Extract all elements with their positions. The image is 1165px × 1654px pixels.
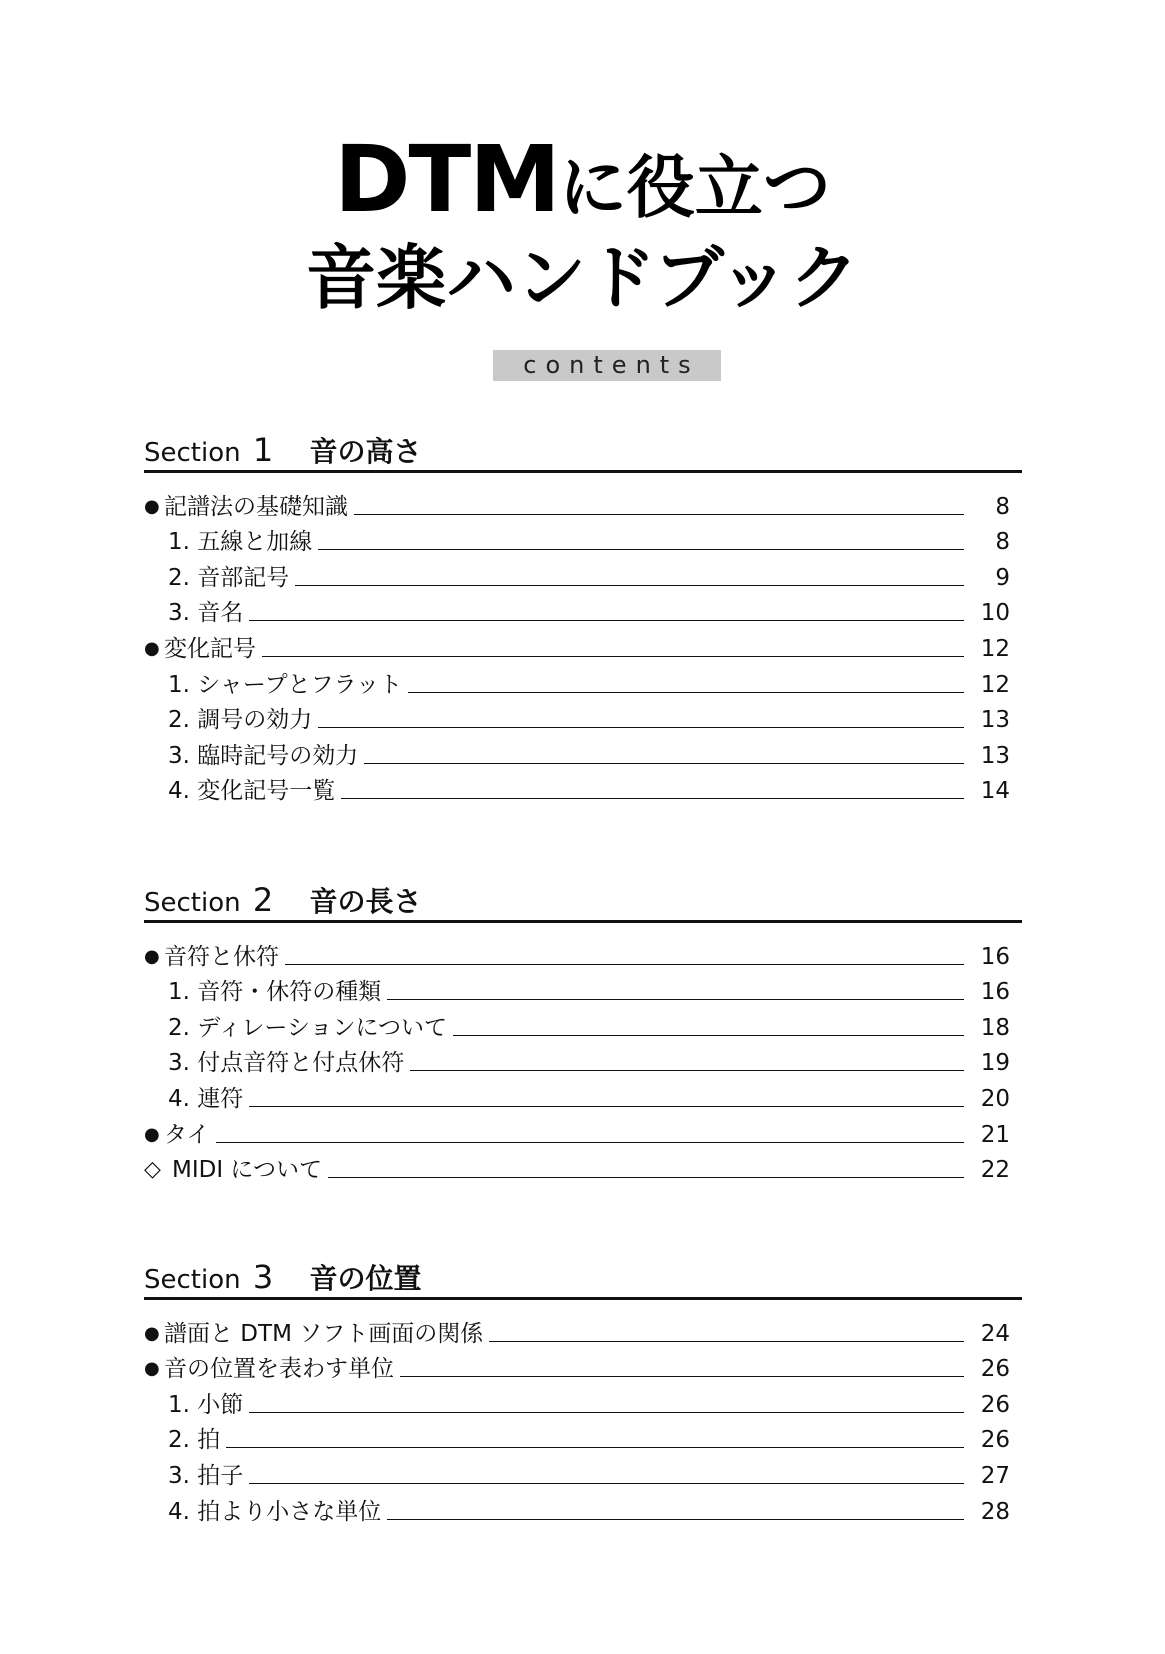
leader-line: [318, 727, 964, 728]
toc-entry[interactable]: [144, 521, 1010, 557]
toc-entry-label: 3. 付点音符と付点休符: [168, 1050, 405, 1077]
toc-entry-page: 12: [980, 635, 1010, 662]
toc-entry[interactable]: [144, 1149, 1010, 1185]
toc-entry-label: 変化記号: [164, 635, 256, 662]
toc-entry[interactable]: [144, 1490, 1010, 1526]
section-word: Section: [144, 888, 241, 918]
toc-entry[interactable]: [144, 1454, 1010, 1490]
toc-entry-label: 音の位置を表わす単位: [164, 1356, 394, 1383]
toc-entry[interactable]: [144, 971, 1010, 1007]
leader-line: [249, 1483, 964, 1484]
bullet-icon: ●: [144, 1123, 160, 1145]
toc-entry-label: 4. 変化記号一覧: [168, 778, 336, 805]
toc-entry-label: 2. 拍: [168, 1427, 221, 1454]
toc-entry[interactable]: [144, 663, 1010, 699]
toc-entry[interactable]: [144, 1419, 1010, 1455]
section-3: [144, 1257, 1022, 1526]
toc-list: [144, 485, 1022, 805]
toc-entry[interactable]: [144, 699, 1010, 735]
section-2: [144, 880, 1022, 1184]
toc-entry[interactable]: [144, 1077, 1010, 1113]
toc-entry-page: 18: [980, 1014, 1010, 1041]
leader-line: [408, 692, 964, 693]
leader-line: [226, 1447, 964, 1448]
toc-entry-page: 26: [980, 1427, 1010, 1454]
leader-line: [285, 964, 964, 965]
toc-entry[interactable]: [144, 935, 1010, 971]
toc-entry-label: 3. 臨時記号の効力: [168, 742, 359, 769]
toc-entry-label: MIDI について: [172, 1157, 322, 1184]
section-number: 2: [252, 881, 274, 919]
toc-entry-page: 8: [995, 529, 1010, 556]
leader-line: [387, 999, 964, 1000]
toc-entry[interactable]: [144, 1312, 1010, 1348]
toc-entry-label: タイ: [164, 1121, 210, 1148]
section-header: [144, 430, 1022, 473]
book-title-jp: に役立つ: [558, 149, 831, 228]
leader-line: [328, 1177, 964, 1178]
section-header: [144, 880, 1022, 923]
toc-entry[interactable]: [144, 1113, 1010, 1149]
leader-line: [364, 763, 964, 764]
leader-line: [387, 1519, 964, 1520]
leader-line: [341, 798, 964, 799]
section-word: Section: [144, 438, 241, 468]
leader-line: [295, 585, 964, 586]
toc-entry-label: 音符と休符: [164, 943, 279, 970]
section-number: 1: [252, 431, 274, 469]
toc-entry[interactable]: [144, 627, 1010, 663]
toc-entry[interactable]: [144, 734, 1010, 770]
toc-entry[interactable]: [144, 556, 1010, 592]
section-header: [144, 1257, 1022, 1300]
section-1: [144, 430, 1022, 805]
section-number: 3: [252, 1258, 274, 1296]
toc-entry-label: 2. 音部記号: [168, 564, 290, 591]
toc-entry-label: 4. 連符: [168, 1085, 244, 1112]
bullet-icon: ●: [144, 495, 160, 517]
toc-entry-page: 10: [980, 600, 1010, 627]
toc-entry-page: 19: [980, 1050, 1010, 1077]
toc-list: [144, 1312, 1022, 1526]
toc-entry[interactable]: [144, 770, 1010, 806]
book-title-line-1: [0, 128, 1165, 241]
toc-entry-page: 12: [980, 671, 1010, 698]
bullet-icon: ●: [144, 637, 160, 659]
leader-line: [489, 1341, 964, 1342]
toc-entry[interactable]: [144, 485, 1010, 521]
leader-line: [354, 514, 964, 515]
book-title-line-2: 音楽ハンドブック: [306, 237, 859, 319]
toc-entry-page: 26: [980, 1356, 1010, 1383]
toc-entry-page: 28: [980, 1498, 1010, 1525]
toc-entry-label: 1. 小節: [168, 1391, 244, 1418]
toc-entry[interactable]: [144, 1383, 1010, 1419]
toc-entry-page: 16: [980, 943, 1010, 970]
toc-entry-label: 1. シャープとフラット: [168, 671, 403, 698]
bullet-icon: ●: [144, 945, 160, 967]
leader-line: [249, 1412, 964, 1413]
section-title: 音の長さ: [309, 885, 422, 918]
leader-line: [216, 1142, 964, 1143]
toc-entry-label: 1. 五線と加線: [168, 529, 313, 556]
toc-entry-page: 8: [995, 493, 1010, 520]
toc-entry[interactable]: [144, 1042, 1010, 1078]
toc-entry-label: 3. 音名: [168, 600, 244, 627]
leader-line: [262, 656, 964, 657]
leader-line: [400, 1376, 964, 1377]
leader-line: [249, 1106, 964, 1107]
toc-entry-label: 1. 音符・休符の種類: [168, 979, 382, 1006]
toc-entry-page: 21: [980, 1121, 1010, 1148]
section-title: 音の位置: [309, 1262, 422, 1295]
book-title-latin: DTM: [334, 126, 559, 233]
toc-entry-label: 3. 拍子: [168, 1462, 244, 1489]
toc-entry-page: 20: [980, 1085, 1010, 1112]
toc-entry-page: 13: [980, 742, 1010, 769]
leader-line: [453, 1035, 964, 1036]
toc-entry-label: 4. 拍より小さな単位: [168, 1498, 382, 1525]
toc-entry-page: 27: [980, 1462, 1010, 1489]
toc-entry-label: 2. 調号の効力: [168, 707, 313, 734]
toc-entry-page: 22: [980, 1157, 1010, 1184]
bullet-icon: ●: [144, 1322, 160, 1344]
contents-label: contents: [493, 350, 721, 381]
toc-entry[interactable]: [144, 1006, 1010, 1042]
bullet-icon: ●: [144, 1358, 160, 1380]
toc-entry-page: 14: [980, 778, 1010, 805]
toc-entry-page: 13: [980, 707, 1010, 734]
toc-entry-page: 16: [980, 979, 1010, 1006]
toc-list: [144, 935, 1022, 1184]
leader-line: [318, 549, 964, 550]
leader-line: [249, 620, 964, 621]
toc-entry-page: 9: [995, 564, 1010, 591]
section-word: Section: [144, 1265, 241, 1295]
toc-entry-label: 記譜法の基礎知識: [164, 493, 348, 520]
toc-entry-label: 譜面と DTM ソフト画面の関係: [164, 1320, 484, 1347]
diamond-icon: ◇: [144, 1157, 161, 1183]
toc-entry-page: 24: [980, 1320, 1010, 1347]
toc-entry[interactable]: [144, 1348, 1010, 1384]
toc-entry[interactable]: [144, 592, 1010, 628]
leader-line: [410, 1070, 964, 1071]
section-title: 音の高さ: [309, 435, 422, 468]
toc-entry-page: 26: [980, 1391, 1010, 1418]
toc-entry-label: 2. ディレーションについて: [168, 1014, 448, 1041]
